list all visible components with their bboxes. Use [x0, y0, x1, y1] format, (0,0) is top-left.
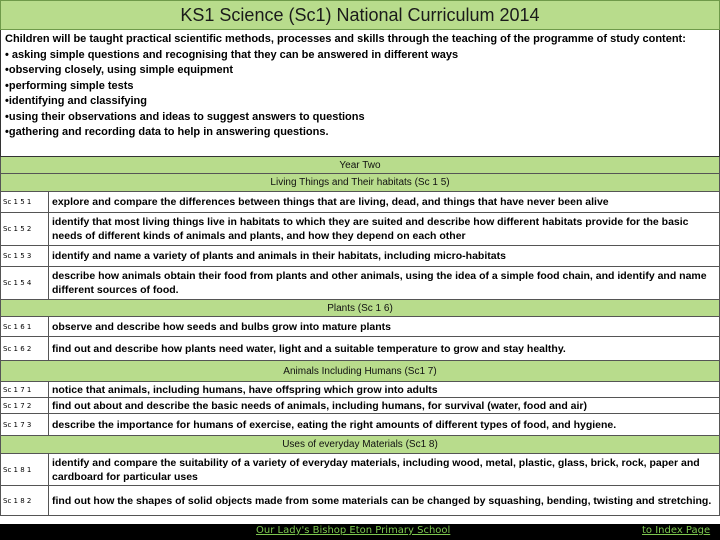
row-text: explore and compare the differences between things that are living, dead, and things that have never been alive — [52, 196, 609, 208]
row-code: Sc 1 7 2 — [1, 398, 49, 413]
row-text: notice that animals, including humans, have offspring which grow into adults — [52, 383, 438, 396]
table-row — [0, 337, 720, 361]
section-heading: Living Things and Their habitats (Sc 1 5) — [0, 174, 720, 192]
intro-line: •identifying and classifying — [5, 95, 147, 107]
row-code: Sc 1 5 4 — [1, 267, 49, 299]
row-code: Sc 1 5 2 — [1, 213, 49, 245]
row-text: observe and describe how seeds and bulbs grow into mature plants — [52, 320, 391, 333]
curriculum-table — [0, 157, 720, 516]
section-heading: Animals Including Humans (Sc1 7) — [0, 361, 720, 382]
row-text: identify and compare the suitability of a variety of everyday materials, including wood, metal, plastic, glass, brick, rock, paper and cardboard for particular uses — [52, 456, 700, 483]
row-code: Sc 1 5 3 — [1, 246, 49, 266]
year-band: Year Two — [0, 157, 720, 174]
row-code: Sc 1 8 1 — [1, 454, 49, 485]
school-link[interactable]: Our Lady's Bishop Eton Primary School — [256, 525, 451, 536]
table-row — [0, 317, 720, 337]
section-heading: Plants (Sc 1 6) — [0, 300, 720, 317]
table-row — [0, 213, 720, 246]
table-row — [0, 486, 720, 516]
table-row — [0, 382, 720, 398]
row-text: find out and describe how plants need water, light and a suitable temperature to grow and stay healthy. — [52, 342, 566, 355]
footer-bar — [0, 524, 720, 540]
index-page-link[interactable]: to Index Page — [642, 525, 711, 536]
table-row — [0, 414, 720, 436]
table-row — [0, 398, 720, 414]
table-row — [0, 192, 720, 213]
intro-line: •gathering and recording data to help in answering questions. — [5, 126, 329, 138]
table-row — [0, 246, 720, 267]
intro-text — [0, 30, 720, 157]
page-title: KS1 Science (Sc1) National Curriculum 2014 — [0, 0, 720, 30]
intro-line: Children will be taught practical scientific methods, processes and skills through the teaching of the programme of study content: — [5, 33, 686, 45]
row-code: Sc 1 6 2 — [1, 337, 49, 360]
intro-line: • asking simple questions and recognising that they can be answered in different ways — [5, 48, 459, 61]
row-code: Sc 1 7 3 — [1, 414, 49, 435]
row-text: find out about and describe the basic needs of animals, including humans, for survival (water, food and air) — [52, 399, 588, 412]
row-code: Sc 1 7 1 — [1, 382, 49, 397]
row-code: Sc 1 5 1 — [1, 192, 49, 212]
row-code: Sc 1 8 2 — [1, 486, 49, 515]
table-row — [0, 267, 720, 300]
section-heading: Uses of everyday Materials (Sc1 8) — [0, 436, 720, 454]
table-row — [0, 454, 720, 486]
intro-line: •observing closely, using simple equipment — [5, 64, 233, 76]
intro-line: •performing simple tests — [5, 79, 134, 92]
row-text: identify that most living things live in habitats to which they are suited and describe how different habitats provide for the basic needs of different kinds of animals and plants, and how they depend on each other — [52, 216, 689, 242]
row-code: Sc 1 6 1 — [1, 317, 49, 336]
row-text: identify and name a variety of plants and animals in their habitats, including micro-habitats — [52, 250, 506, 262]
row-text: describe how animals obtain their food from plants and other animals, using the idea of a simple food chain, and identify and name different sources of food. — [52, 270, 707, 296]
row-text: describe the importance for humans of exercise, eating the right amounts of different types of food, and hygiene. — [52, 418, 617, 431]
row-text: find out how the shapes of solid objects made from some materials can be changed by squashing, bending, twisting and stretching. — [52, 494, 712, 507]
intro-line: •using their observations and ideas to suggest answers to questions — [5, 110, 365, 123]
